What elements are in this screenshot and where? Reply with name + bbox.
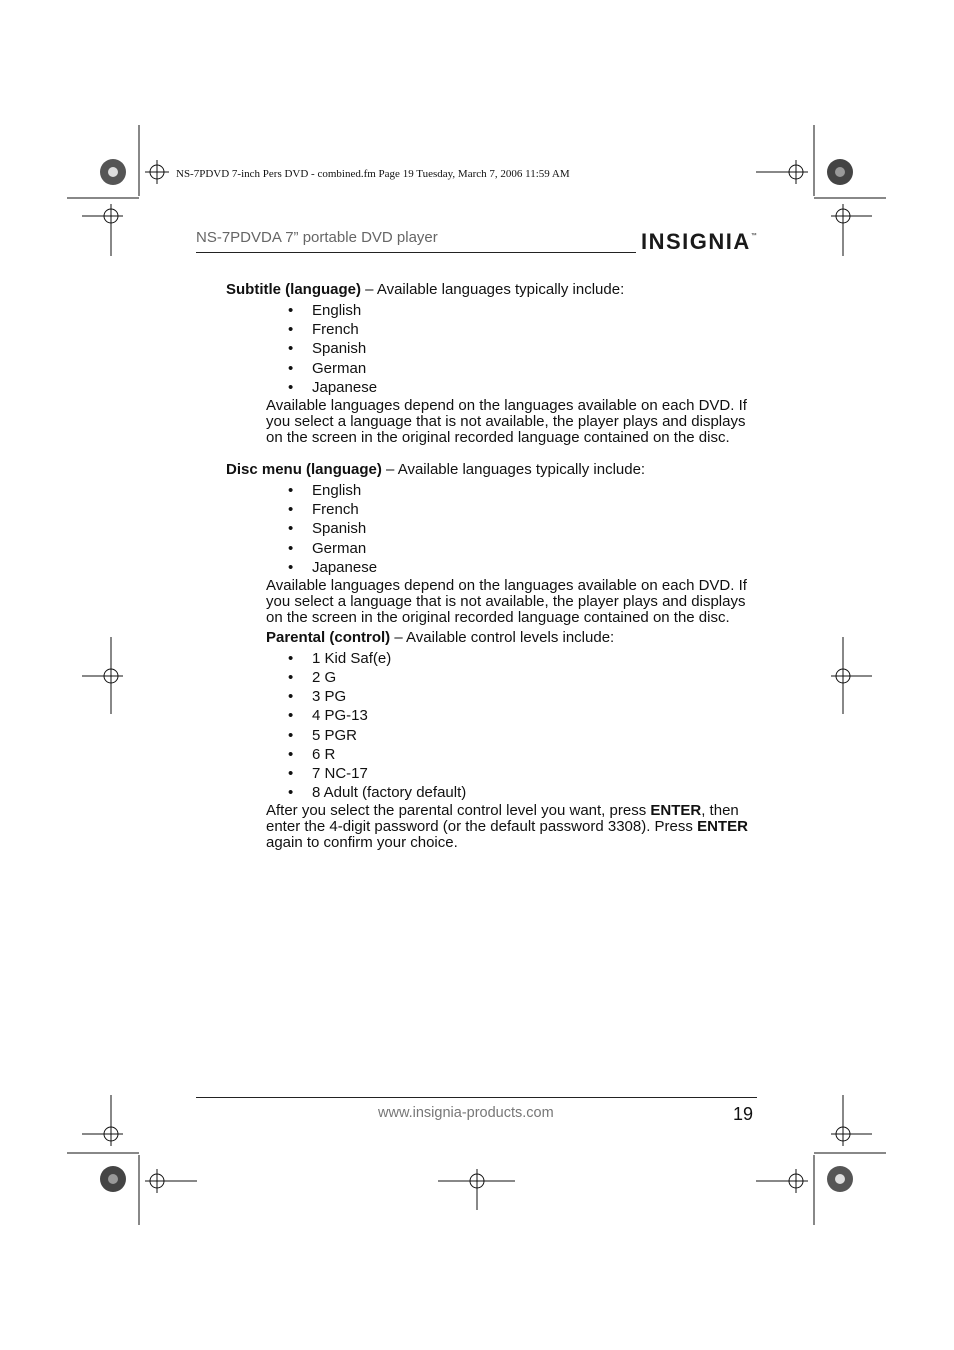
brand-logo	[641, 229, 757, 255]
list-item: • 3 PG	[286, 687, 766, 706]
list-item: • French	[286, 500, 766, 519]
subtitle-note: Available languages depend on the languages available on each DVD. If you select a language that is not available, the player plays and displays on the screen in the original recorded language contained on the disc.	[266, 396, 747, 446]
main-content	[226, 282, 766, 851]
list-item: • German	[286, 359, 766, 378]
parental-instructions	[266, 803, 766, 851]
list-item: • 6 R	[286, 745, 766, 764]
header-rule	[196, 252, 636, 253]
disc-menu-term: Disc menu (language)	[226, 460, 382, 478]
subtitle-term: Subtitle (language)	[226, 281, 361, 298]
parental-lead-text: – Available control levels include:	[390, 628, 615, 646]
list-item: • Japanese	[286, 558, 766, 577]
disc-menu-note: Available languages depend on the languages available on each DVD. If you select a language that is not available, the player plays and displays on the screen in the original recorded language contained on the disc.	[266, 576, 747, 626]
list-item: • 2 G	[286, 668, 766, 687]
parental-lead	[266, 630, 766, 646]
disc-menu-language-list	[226, 481, 766, 577]
footer-url: www.insignia-products.com	[378, 1105, 554, 1121]
list-item: • English	[286, 301, 766, 320]
list-item: • English	[286, 481, 766, 500]
parental-level-list	[226, 649, 766, 803]
subtitle-lead-text: – Available languages typically include:	[361, 281, 625, 298]
list-item: • 5 PGR	[286, 726, 766, 745]
list-item: • Spanish	[286, 339, 766, 358]
footer-rule	[196, 1097, 757, 1098]
list-item: • Japanese	[286, 378, 766, 397]
enter-key-label: ENTER	[697, 818, 748, 836]
subtitle-language-list	[226, 301, 766, 397]
list-item: • German	[286, 539, 766, 558]
instruction-text: again to confirm your choice.	[266, 834, 458, 852]
instruction-text: After you select the parental control level you want, press	[266, 802, 651, 820]
parental-term: Parental (control)	[266, 628, 391, 646]
disc-menu-lead-text: – Available languages typically include:	[381, 460, 646, 478]
list-item: • Spanish	[286, 519, 766, 538]
list-item: • 1 Kid Saf(e)	[286, 649, 766, 668]
page-header-title: NS-7PDVDA 7” portable DVD player	[196, 229, 438, 246]
list-item: • 8 Adult (factory default)	[286, 783, 766, 802]
trademark-mark: ™	[750, 233, 757, 239]
page-number: 19	[733, 1104, 754, 1124]
list-item: • French	[286, 320, 766, 339]
print-slug: NS-7PDVD 7-inch Pers DVD - combined.fm Page 19 Tuesday, March 7, 2006 11:59 AM	[176, 168, 570, 180]
subtitle-lead	[226, 282, 766, 298]
logo-text: INSIGNIA	[641, 229, 751, 254]
enter-key-label: ENTER	[650, 802, 702, 820]
disc-menu-lead	[226, 462, 766, 478]
list-item: • 7 NC-17	[286, 764, 766, 783]
list-item: • 4 PG-13	[286, 706, 766, 725]
instruction-text: , then enter the 4-digit password (or the default password 3308). Press	[266, 802, 739, 836]
